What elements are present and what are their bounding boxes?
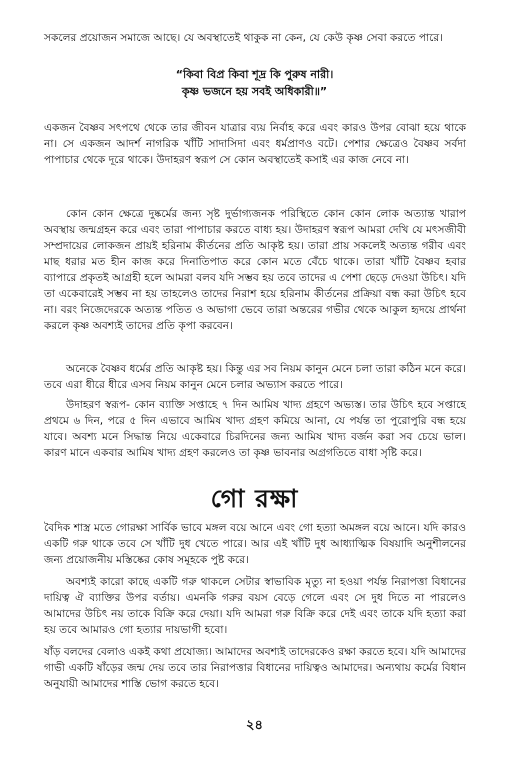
paragraph: অনেকে বৈষ্ণব ধর্মের প্রতি আকৃষ্ট হয়। কিন্তু এর সব নিয়ম কানুন মেনে চলা তারা কঠিন মনে করে। তবে এরা ধীরে ধীরে এসব নিয়ম কানুন মেনে চলার অভ্যাস করতে পারে। — [44, 363, 466, 391]
paragraph: সকলের প্রয়োজন সমাজে আছে। যে অবস্থাতেই থাকুক না কেন, যে কেউ কৃষ্ণ সেবা করতে পারে। — [44, 32, 443, 44]
verse-line: কৃষ্ণ ভজনে হয় সবই অধিকারী॥” — [181, 85, 328, 98]
paragraph-vedic — [44, 520, 466, 568]
paragraph: বৈদিক শাস্ত্র মতে গোরক্ষা সার্বিক ভাবে মঙ্গল বয়ে আনে এবং গো হত্যা অমঙ্গল বয়ে আনে। যদি কারও একটি গরু থাকে তবে সে খাঁটি দুধ খেতে পারে। আর এই খাঁটি দুধ আধ্যাত্মিক বিষয়াদি অনুশীলনের জন্য প্রয়োজনীয় মস্তিষ্কের কোষ সমূহকে পুষ্ট করে। — [44, 522, 466, 566]
page-number: ২৪ — [246, 718, 263, 733]
paragraph-vaishnava — [44, 120, 466, 168]
paragraph: একজন বৈষ্ণব সৎপথে থেকে তার জীবন যাত্রার ব্যয় নির্বাহ করে এবং কারও উপর বোঝা হয়ে থাকে না। সে একজন আদর্শ নাগরিক খাঁটি সাদাসিদা এবং ধর্মপ্রাণও বটে। পেশার ক্ষেত্রেও বৈষ্ণব সর্বদা পাপাচার থেকে দূরে থাকে। উদাহরণ স্বরূপ সে কোন অবস্থাতেই কসাই এর কাজ নেবে না। — [44, 122, 466, 166]
paragraph: অবশ্যই কারো কাছে একটি গরু থাকলে সেটার স্বাভাবিক মৃত্যু না হওয়া পর্যন্ত নিরাপত্তা বিধানের দায়িত্ব ঐ ব্যাক্তির উপর বর্তায়। এমনকি গরুর বয়স বেড়ে গেলে এবং সে দুধ দিতে না পারলেও আমাদের উচিৎ নয় তাকে বিক্রি করে দেয়া। যদি আমরা গরু বিক্রি করে দেই এবং তাকে যদি হত্যা করা হয় তবে আমারও গো হত্যার দায়ভাগী হবো। — [44, 576, 466, 636]
verse-line: “কিবা বিপ্র কিবা শূদ্র কি পুরুষ নারী। — [175, 68, 334, 81]
paragraph-cow-protection — [44, 574, 466, 638]
paragraph-intro — [44, 30, 466, 46]
paragraph: কোন কোন ক্ষেত্রে দুষ্কর্মের জন্য সৃষ্ট দুর্ভাগ্যজনক পরিস্থিতে কোন কোন লোক অত্যান্ত খারাপ অবস্থায় জন্মগ্রহন করে এবং তারা পাপাচার করতে বাধ্য হয়। উদাহরণ স্বরূপ আমরা দেখি যে মৎসজীবী সম্প্রদায়ের লোকজন প্রায়ই হরিনাম কীর্তনের প্রতি আকৃষ্ট হয়। তারা প্রায় সকলেই অত্যন্ত গরীব এবং মাছ ধরার মত হীন কাজ করে দিনাতিপাত করে কোন মতে বেঁচে থাকে। তারা খাঁটি বৈষ্ণব হবার ব্যাপারে প্রকৃতই আগ্রহী হলে আমরা বলব যদি সম্ভব হয় তবে তাদের এ পেশা ছেড়ে দেওয়া উচিৎ। যদি তা একেবারেই সম্ভব না হয় তাহলেও তাদের নিরাশ হয়ে হরিনাম কীর্তনের প্রক্রিয়া বন্ধ করা উচিৎ হবে না। বরং নিজেদেরকে অত্যন্ত পতিত ও অভাগা ভেবে তারা অন্তরের গভীর থেকে আকুল হৃদয়ে প্রার্থনা করলে কৃষ্ণ অবশ্যই তাদের প্রতি কৃপা করবেন। — [44, 208, 466, 332]
paragraph-example — [44, 397, 466, 461]
paragraph: ষাঁড় বলদের বেলাও একই কথা প্রযোজ্য। আমাদের অবশ্যই তাদেরকেও রক্ষা করতে হবে। যদি আমাদের গাভী একটি ষাঁড়ের জন্ম দেয় তবে তার নিরাপত্তার বিধানের দায়িত্বও আমাদের। অন্যথায় কর্মের বিধান অনুযায়ী আমাদের শাস্তি ভোগ করতে হবে। — [44, 646, 466, 690]
verse-quote — [0, 66, 509, 100]
section-heading: গো রক্ষা — [210, 484, 299, 513]
paragraph: উদাহরণ স্বরূপ- কোন ব্যাক্তি সপ্তাহে ৭ দিন আমিষ খাদ্য গ্রহণে অভ্যস্ত। তার উচিৎ হবে সপ্তাহে প্রথমে ৬ দিন, পরে ৫ দিন এভাবে আমিষ খাদ্য গ্রহণ কমিয়ে আনা, যে পর্যন্ত তা পুরোপুরি বন্ধ হয়ে যাবে। অবশ্য মনে সিদ্ধান্ত নিয়ে একেবারে চিরদিনের জন্য আমিষ খাদ্য বর্জন করা সব চেয়ে ভাল। কারণ মানে একবার আমিষ খাদ্য গ্রহণ করলেও তা কৃষ্ণ ভাবনার অগ্রগতিতে বাধা সৃষ্টি করে। — [44, 399, 466, 459]
paragraph-bull — [44, 644, 466, 692]
paragraph-unfortunate — [44, 206, 466, 334]
paragraph-rules — [44, 361, 466, 393]
